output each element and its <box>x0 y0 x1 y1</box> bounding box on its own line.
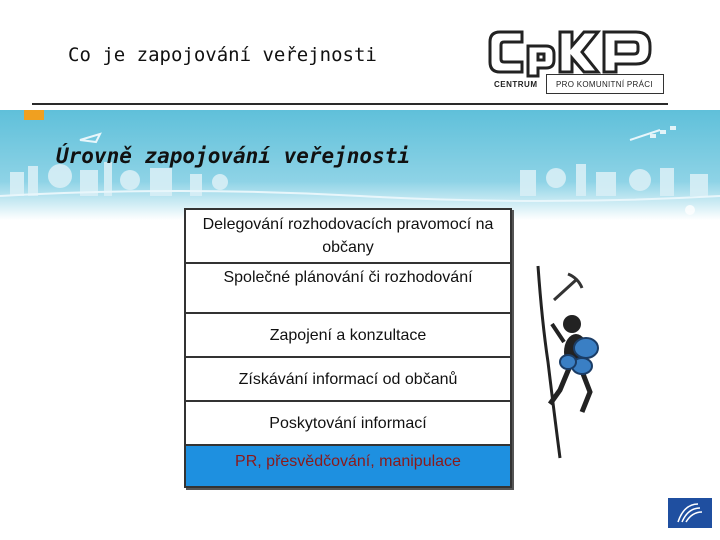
ladder-rung-joint-planning: Společné plánování či rozhodování <box>186 264 510 314</box>
logo-subtitle-right: PRO KOMUNITNÍ PRÁCI <box>556 80 653 89</box>
ladder-rung-consultation: Zapojení a konzultace <box>186 314 510 358</box>
eu-flag-logo <box>668 498 712 528</box>
ladder-rung-delegation: Delegování rozhodovacích pravomocí na občany <box>186 210 510 264</box>
logo-subtitle-left: CENTRUM <box>494 80 538 89</box>
participation-ladder <box>184 208 512 488</box>
climber-illustration <box>520 262 620 462</box>
header-title: Co je zapojování veřejnosti <box>68 44 377 66</box>
ladder-rung-pr-manipulation: PR, přesvědčování, manipulace <box>186 446 510 486</box>
ladder-rung-providing-info: Poskytování informací <box>186 402 510 446</box>
ladder-rung-gathering-info: Získávání informací od občanů <box>186 358 510 402</box>
header-divider <box>32 103 668 105</box>
slide-title: Úrovně zapojování veřejnosti <box>56 144 411 168</box>
cpkp-logo-mark <box>486 26 662 78</box>
banner-accent <box>24 110 44 120</box>
